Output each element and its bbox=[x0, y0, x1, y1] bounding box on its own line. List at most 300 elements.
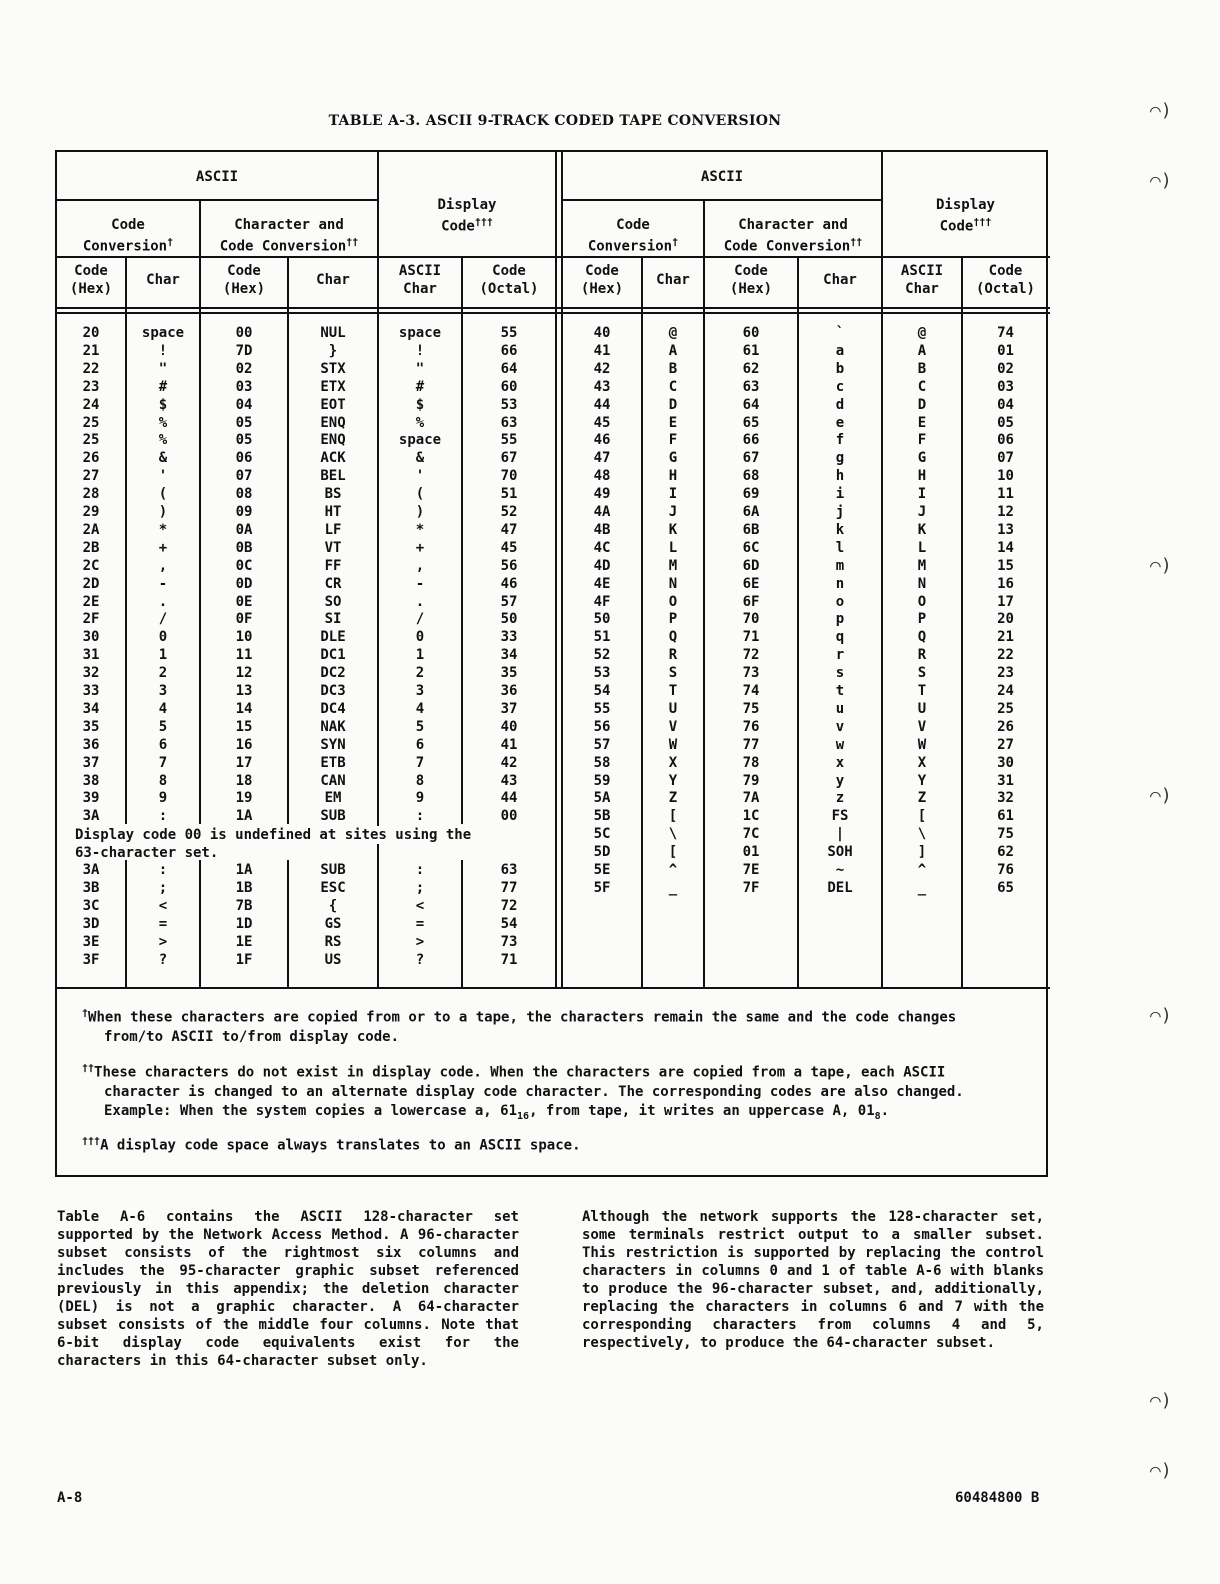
left_rows-cell: EOT bbox=[320, 396, 346, 413]
left_rows_b-cell: 3A bbox=[82, 862, 100, 878]
left_rows-cell: } bbox=[328, 342, 338, 359]
left_rows_b-cell: 1F bbox=[235, 951, 253, 968]
left_rows-cell: 60 bbox=[500, 378, 518, 395]
right_rows-cell: 06 bbox=[997, 432, 1014, 449]
rule bbox=[57, 312, 1050, 314]
left_rows-cell: space bbox=[141, 325, 185, 341]
left_rows_b-cell: 3F bbox=[82, 951, 100, 968]
right_rows-cell: ~ bbox=[835, 862, 845, 878]
right_rows-cell: 46 bbox=[593, 432, 611, 449]
left_rows-cell: LF bbox=[324, 521, 342, 538]
left_rows-cell: 6 bbox=[415, 736, 425, 753]
left_rows-cell: # bbox=[158, 378, 168, 395]
right_rows-cell: 27 bbox=[997, 736, 1014, 753]
right_rows-cell: 67 bbox=[742, 450, 760, 467]
left_rows-cell: & bbox=[158, 450, 168, 467]
left_rows-cell: 42 bbox=[500, 754, 518, 771]
right_rows-cell: | bbox=[835, 826, 845, 843]
left_rows-cell: 25 bbox=[82, 414, 100, 431]
col-code-hex bbox=[57, 262, 125, 298]
left_rows_b-cell: 54 bbox=[500, 915, 518, 932]
right_rows-cell: 5D bbox=[593, 844, 611, 861]
left_rows-cell: EM bbox=[324, 790, 342, 807]
left_rows-cell: 36 bbox=[82, 736, 100, 753]
right_rows-cell: 5B bbox=[593, 808, 611, 825]
right_rows-cell: q bbox=[835, 629, 845, 646]
left_rows-cell: 5 bbox=[158, 718, 168, 735]
left_rows-cell: 0C bbox=[235, 557, 253, 574]
right_rows-cell: Q bbox=[917, 629, 927, 646]
left_rows-cell: * bbox=[158, 521, 168, 538]
right_rows-cell: 74 bbox=[742, 683, 760, 699]
left_rows-cell: 1 bbox=[158, 647, 168, 664]
left_rows-cell: space bbox=[398, 432, 442, 449]
left_rows-cell: : bbox=[415, 808, 425, 825]
header-text: (Hex) bbox=[69, 281, 113, 297]
left_rows-cell: CAN bbox=[320, 772, 346, 789]
left_rows_b-cell: 72 bbox=[500, 897, 518, 914]
paragraph-right: Although the network supports the 128-character set, some terminals restrict output to a smaller subset. This restriction is supported by replacing the control characters in columns 0 and 1 of table A-6 with blanks to produce the 96-character subset, and, additionally, replacing the characters in columns 6 and 7 with the corresponding characters from columns 4 and 5, respectively, to produce the 64-character subset. bbox=[582, 1209, 1044, 1351]
right_rows-cell: b bbox=[835, 360, 845, 377]
right_rows-cell: R bbox=[917, 647, 927, 664]
header-text: Char bbox=[905, 281, 939, 297]
right_rows-cell: 05 bbox=[997, 414, 1014, 431]
right_rows-cell: [ bbox=[668, 808, 678, 825]
header-text: Code Conversion bbox=[219, 238, 347, 255]
right_rows-cell: D bbox=[917, 396, 927, 413]
right_rows-cell: 6E bbox=[742, 575, 760, 592]
left_rows_b-cell: 63 bbox=[500, 862, 518, 878]
right_rows-cell: J bbox=[917, 504, 927, 520]
left_rows-cell: % bbox=[158, 432, 168, 449]
binder-hole-mark: ⌒) bbox=[1150, 1005, 1172, 1026]
right_rows-cell: S bbox=[917, 665, 927, 682]
right_rows-cell: H bbox=[917, 468, 927, 485]
left_rows_b-cell: ; bbox=[415, 879, 425, 896]
left_rows-cell: ' bbox=[158, 468, 168, 485]
left_rows-cell: 19 bbox=[235, 790, 253, 807]
right_rows-cell: 04 bbox=[997, 396, 1014, 413]
left_rows_b-cell: ; bbox=[158, 879, 168, 896]
left_rows-cell: 52 bbox=[500, 504, 518, 520]
left_rows-cell: CR bbox=[324, 575, 342, 592]
right_rows-cell: 76 bbox=[742, 718, 760, 735]
right_rows-cell: Z bbox=[668, 790, 678, 807]
right_rows-cell: 76 bbox=[997, 862, 1014, 878]
header-text: Code bbox=[585, 263, 619, 279]
left-note-line1: Display code 00 is undefined at sites using the bbox=[75, 826, 535, 844]
right_rows-cell: T bbox=[668, 683, 678, 699]
right_rows-cell: 44 bbox=[593, 396, 611, 413]
right_rows-cell: h bbox=[835, 468, 845, 485]
right_rows-cell: U bbox=[668, 700, 678, 717]
left_rows-cell: 8 bbox=[415, 772, 425, 789]
header-display-right bbox=[883, 196, 1048, 236]
right_rows-cell: 47 bbox=[593, 450, 611, 467]
right_rows-cell: 1C bbox=[742, 808, 760, 825]
right_rows-cell: O bbox=[917, 593, 927, 610]
col-code-hex bbox=[201, 262, 287, 298]
binder-hole-mark: ⌒) bbox=[1150, 100, 1172, 121]
left_rows_b-cell: US bbox=[324, 951, 342, 968]
left_rows-cell: 09 bbox=[235, 504, 253, 520]
left_rows_b-cell: ? bbox=[158, 951, 168, 968]
right_rows-cell: 49 bbox=[593, 486, 611, 503]
left_rows_b-cell: 1E bbox=[235, 933, 253, 950]
left_rows-cell: BEL bbox=[320, 468, 346, 485]
dagger-mark: ††† bbox=[82, 1136, 101, 1147]
rule bbox=[57, 987, 1050, 989]
right_rows-cell: 40 bbox=[593, 325, 611, 341]
dagger-mark: ††† bbox=[973, 217, 992, 228]
left_rows-cell: $ bbox=[158, 396, 168, 413]
right_rows-cell: 6C bbox=[742, 539, 760, 556]
left_rows-cell: 5 bbox=[415, 718, 425, 735]
left_rows_b-cell: : bbox=[158, 862, 168, 878]
left_rows-cell: DC3 bbox=[320, 683, 346, 699]
left_rows-cell: 7 bbox=[415, 754, 425, 771]
header-ascii-right: ASCII bbox=[700, 169, 744, 185]
right_rows-cell: m bbox=[835, 557, 845, 574]
left_rows-cell: 06 bbox=[235, 450, 253, 467]
left_rows-cell: 2 bbox=[415, 665, 425, 682]
right_rows-cell: [ bbox=[668, 844, 678, 861]
right_rows-cell: K bbox=[917, 521, 927, 538]
header-display-line1: Display bbox=[437, 197, 497, 213]
left_rows-cell: / bbox=[415, 611, 425, 628]
right_rows-cell: 45 bbox=[593, 414, 611, 431]
header-text: Code bbox=[734, 263, 768, 279]
right_rows-cell: 54 bbox=[593, 683, 611, 699]
left_rows-cell: 07 bbox=[235, 468, 253, 485]
col-code-hex bbox=[705, 262, 797, 298]
col-char: Char bbox=[656, 272, 690, 288]
left_rows_b-cell: < bbox=[158, 897, 168, 914]
right_rows-cell: O bbox=[668, 593, 678, 610]
right_rows-cell: 11 bbox=[997, 486, 1014, 503]
right_rows-cell: [ bbox=[917, 808, 927, 825]
left_rows_b-cell: 1B bbox=[235, 879, 253, 896]
right_rows-cell: V bbox=[917, 718, 927, 735]
binder-hole-mark: ⌒) bbox=[1150, 555, 1172, 576]
right_rows-cell: T bbox=[917, 683, 927, 699]
right_rows-cell: @ bbox=[917, 325, 927, 341]
right_rows-cell: F bbox=[917, 432, 927, 449]
right_rows-cell: 6F bbox=[742, 593, 760, 610]
left_rows-cell: 44 bbox=[500, 790, 518, 807]
left_rows-cell: 3 bbox=[158, 683, 168, 699]
left_rows_b-cell: : bbox=[415, 862, 425, 878]
header-text: ASCII bbox=[398, 263, 442, 279]
left_rows-cell: DLE bbox=[320, 629, 346, 646]
header-text-line2 bbox=[201, 234, 377, 256]
right_rows-cell: _ bbox=[668, 879, 678, 896]
left_rows-cell: 02 bbox=[235, 360, 253, 377]
left_rows-cell: FF bbox=[324, 557, 342, 574]
left_rows-cell: 63 bbox=[500, 414, 518, 431]
right_rows-cell: k bbox=[835, 521, 845, 538]
left_rows-cell: : bbox=[158, 808, 168, 825]
right_rows-cell: 4E bbox=[593, 575, 611, 592]
left_rows_b-cell: 71 bbox=[500, 951, 518, 968]
right_rows-cell: 61 bbox=[997, 808, 1014, 825]
right_rows-cell: ^ bbox=[668, 862, 678, 878]
left_rows-cell: 14 bbox=[235, 700, 253, 717]
right_rows-cell: 74 bbox=[997, 325, 1014, 341]
dagger-mark: †† bbox=[346, 237, 359, 248]
left_rows-cell: 43 bbox=[500, 772, 518, 789]
right_rows-cell: L bbox=[668, 539, 678, 556]
header-text: (Hex) bbox=[729, 281, 773, 297]
left_rows-cell: ETB bbox=[320, 754, 346, 771]
right_rows-cell: i bbox=[835, 486, 845, 503]
left_rows-cell: 0F bbox=[235, 611, 253, 628]
left_rows-cell: STX bbox=[320, 360, 346, 377]
right_rows-cell: j bbox=[835, 504, 845, 520]
left_rows-cell: 0E bbox=[235, 593, 253, 610]
right_rows-cell: A bbox=[668, 342, 678, 359]
col-ascii-char bbox=[883, 262, 961, 298]
conversion-table bbox=[55, 150, 1048, 1177]
left_rows-cell: DC2 bbox=[320, 665, 346, 682]
header-text: Conversion bbox=[82, 238, 168, 255]
left_rows-cell: SYN bbox=[320, 736, 346, 753]
header-text: Conversion bbox=[587, 238, 673, 255]
dagger-mark: †† bbox=[850, 237, 863, 248]
left_rows-cell: space bbox=[398, 325, 442, 341]
left_rows-cell: 30 bbox=[82, 629, 100, 646]
right_rows-cell: 02 bbox=[997, 360, 1014, 377]
right_rows-cell: n bbox=[835, 575, 845, 592]
left_rows-cell: % bbox=[158, 414, 168, 431]
left_rows-cell: 0A bbox=[235, 521, 253, 538]
left_rows-cell: - bbox=[158, 575, 168, 592]
right_rows-cell: 31 bbox=[997, 772, 1014, 789]
header-text-line2 bbox=[57, 234, 199, 256]
left_rows-cell: 57 bbox=[500, 593, 518, 610]
left_rows-cell: ! bbox=[158, 342, 168, 359]
left_rows-cell: 0 bbox=[158, 629, 168, 646]
footnote-1-line2: from/to ASCII to/from display code. bbox=[104, 1028, 400, 1045]
right_rows-cell: 17 bbox=[997, 593, 1014, 610]
left_rows-cell: . bbox=[158, 593, 168, 610]
right_rows-cell: 66 bbox=[742, 432, 760, 449]
header-display-line1: Display bbox=[935, 197, 995, 213]
left_rows-cell: 17 bbox=[235, 754, 253, 771]
right_rows-cell: 22 bbox=[997, 647, 1014, 664]
right_rows-cell: p bbox=[835, 611, 845, 628]
right_rows-cell: 55 bbox=[593, 700, 611, 717]
right_rows-cell: 23 bbox=[997, 665, 1014, 682]
left_rows-cell: HT bbox=[324, 504, 342, 520]
left_rows-cell: 16 bbox=[235, 736, 253, 753]
left_rows-cell: 70 bbox=[500, 468, 518, 485]
right_rows-cell: 73 bbox=[742, 665, 760, 682]
right_rows-cell: 15 bbox=[997, 557, 1014, 574]
left_rows-cell: ! bbox=[415, 342, 425, 359]
right_rows-cell: w bbox=[835, 736, 845, 753]
left_rows_b-cell: 3D bbox=[82, 915, 100, 932]
subscript: 16 bbox=[517, 1110, 530, 1122]
left_rows-cell: 18 bbox=[235, 772, 253, 789]
left_rows-cell: 00 bbox=[235, 325, 253, 341]
left_rows-cell: % bbox=[415, 414, 425, 431]
left_rows-cell: 12 bbox=[235, 665, 253, 682]
left_rows-cell: , bbox=[415, 557, 425, 574]
header-text: (Octal) bbox=[975, 281, 1035, 297]
right_rows-cell: 48 bbox=[593, 468, 611, 485]
header-display-text: Code bbox=[939, 218, 974, 235]
right_rows-cell: z bbox=[835, 790, 845, 807]
left_rows-cell: 34 bbox=[82, 700, 100, 717]
right_rows-cell: 61 bbox=[742, 342, 760, 359]
right_rows-cell: 7A bbox=[742, 790, 760, 807]
right_rows-cell: 25 bbox=[997, 700, 1014, 717]
right_rows-cell: G bbox=[668, 450, 678, 467]
right_rows-cell: 5C bbox=[593, 826, 611, 843]
left_rows-cell: & bbox=[415, 450, 425, 467]
right_rows-cell: 72 bbox=[742, 647, 760, 664]
left_rows-cell: SO bbox=[324, 593, 342, 610]
col-code-octal bbox=[463, 262, 555, 298]
right_rows-cell: 03 bbox=[997, 378, 1014, 395]
dagger-mark: † bbox=[167, 237, 174, 248]
footnote-text: When these characters are copied from or to a tape, the characters remain the same and the code changes bbox=[88, 1009, 957, 1026]
left_rows_b-cell: > bbox=[415, 933, 425, 950]
left_rows-cell: 53 bbox=[500, 396, 518, 413]
right_rows-cell: 75 bbox=[997, 826, 1014, 843]
left_rows-cell: 2C bbox=[82, 557, 100, 574]
right_rows-cell: v bbox=[835, 718, 845, 735]
left_rows-cell: 35 bbox=[82, 718, 100, 735]
left_rows-cell: 37 bbox=[500, 700, 518, 717]
header-text: Code Conversion bbox=[723, 238, 851, 255]
subscript: 8 bbox=[874, 1110, 881, 1122]
left_rows-cell: 9 bbox=[158, 790, 168, 807]
right_rows-cell: 69 bbox=[742, 486, 760, 503]
left_rows-cell: 40 bbox=[500, 718, 518, 735]
right_rows-cell: G bbox=[917, 450, 927, 467]
right_rows-cell: 79 bbox=[742, 772, 760, 789]
right_rows-cell: 77 bbox=[742, 736, 760, 753]
header-text-line2 bbox=[563, 234, 703, 256]
right_rows-cell: 70 bbox=[742, 611, 760, 628]
right_rows-cell: N bbox=[668, 575, 678, 592]
right_rows-cell: 62 bbox=[997, 844, 1014, 861]
right_rows-cell: C bbox=[917, 378, 927, 395]
right_rows-cell: 7F bbox=[742, 879, 760, 896]
right_rows-cell: W bbox=[668, 736, 678, 753]
left_rows-cell: 56 bbox=[500, 557, 518, 574]
right_rows-cell: S bbox=[668, 665, 678, 682]
right_rows-cell: R bbox=[668, 647, 678, 664]
right_rows-cell: W bbox=[917, 736, 927, 753]
header-text: Code bbox=[111, 217, 145, 233]
right_rows-cell: @ bbox=[668, 325, 678, 341]
right_rows-cell: x bbox=[835, 754, 845, 771]
right_rows-cell: 65 bbox=[742, 414, 760, 431]
right_rows-cell: F bbox=[668, 432, 678, 449]
col-code-octal bbox=[963, 262, 1048, 298]
binder-hole-mark: ⌒) bbox=[1150, 785, 1172, 806]
left_rows-cell: NUL bbox=[320, 325, 346, 341]
right_rows-cell: SOH bbox=[827, 844, 853, 861]
left_rows-cell: # bbox=[415, 378, 425, 395]
right_rows-cell: g bbox=[835, 450, 845, 467]
rule bbox=[57, 199, 377, 201]
right_rows-cell: A bbox=[917, 342, 927, 359]
left_rows-cell: . bbox=[415, 593, 425, 610]
footnote-2-line1 bbox=[82, 1059, 1032, 1083]
left_rows-cell: / bbox=[158, 611, 168, 628]
left_rows-cell: 13 bbox=[235, 683, 253, 699]
paragraph-left: Table A-6 contains the ASCII 128-character set supported by the Network Access Method. A 96-character subset consists of the rightmost six columns and includes the 95-character graphic subset referenced previously in this appendix; the deletion character (DEL) is not a graphic character. A 64-character subset consists of the middle four columns. Note that 6-bit display code equivalents exist for the characters in this 64-character subset only. bbox=[57, 1209, 519, 1369]
right_rows-cell: I bbox=[917, 486, 927, 503]
left_rows-cell: 2E bbox=[82, 593, 100, 610]
left_rows-cell: 39 bbox=[82, 790, 100, 807]
page-number: A-8 bbox=[57, 1490, 83, 1506]
left_rows-cell: 29 bbox=[82, 504, 100, 520]
left_rows-cell: 45 bbox=[500, 539, 518, 556]
left_rows-cell: 25 bbox=[82, 432, 100, 449]
header-display-text: Code bbox=[441, 218, 475, 235]
right_rows-cell: 78 bbox=[742, 754, 760, 771]
left_rows_b-cell: 77 bbox=[500, 879, 518, 896]
right_rows-cell: _ bbox=[917, 879, 927, 896]
right_rows-cell: 57 bbox=[593, 736, 611, 753]
right_rows-cell: 42 bbox=[593, 360, 611, 377]
header-code-conversion-left bbox=[57, 216, 199, 256]
right_rows-cell: 63 bbox=[742, 378, 760, 395]
footnote-3 bbox=[82, 1132, 1032, 1156]
left_rows-cell: DC1 bbox=[320, 647, 346, 664]
right_rows-cell: Y bbox=[668, 772, 678, 789]
right_rows-cell: ` bbox=[835, 325, 845, 341]
right_rows-cell: 4F bbox=[593, 593, 611, 610]
right_rows-cell: t bbox=[835, 683, 845, 699]
rule bbox=[57, 256, 1050, 258]
left_rows-cell: 05 bbox=[235, 414, 253, 431]
right_rows-cell: c bbox=[835, 378, 845, 395]
left_rows-cell: 2A bbox=[82, 521, 100, 538]
right_rows-cell: 21 bbox=[997, 629, 1014, 646]
left_rows-cell: + bbox=[158, 539, 168, 556]
right_rows-cell: 50 bbox=[593, 611, 611, 628]
header-text: Code bbox=[616, 217, 650, 233]
right_rows-cell: C bbox=[668, 378, 678, 395]
footnote-text: . bbox=[880, 1102, 890, 1119]
right_rows-cell: 51 bbox=[593, 629, 611, 646]
left_rows-cell: 50 bbox=[500, 611, 518, 628]
right_rows-cell: ^ bbox=[917, 862, 927, 878]
right_rows-cell: FS bbox=[831, 808, 849, 825]
header-text: ASCII bbox=[900, 263, 944, 279]
left_rows-cell: SI bbox=[324, 611, 342, 628]
right_rows-cell: 65 bbox=[997, 879, 1014, 896]
left_rows-cell: NAK bbox=[320, 718, 346, 735]
right_rows-cell: 6B bbox=[742, 521, 760, 538]
right_rows-cell: 7C bbox=[742, 826, 760, 843]
right_rows-cell: 10 bbox=[997, 468, 1014, 485]
left_rows-cell: 0D bbox=[235, 575, 253, 592]
right_rows-cell: 01 bbox=[742, 844, 760, 861]
header-text: Code bbox=[227, 263, 261, 279]
left_rows-cell: 21 bbox=[82, 342, 100, 359]
right_rows-cell: 53 bbox=[593, 665, 611, 682]
left_rows_b-cell: < bbox=[415, 897, 425, 914]
left_rows-cell: $ bbox=[415, 396, 425, 413]
right_rows-cell: K bbox=[668, 521, 678, 538]
